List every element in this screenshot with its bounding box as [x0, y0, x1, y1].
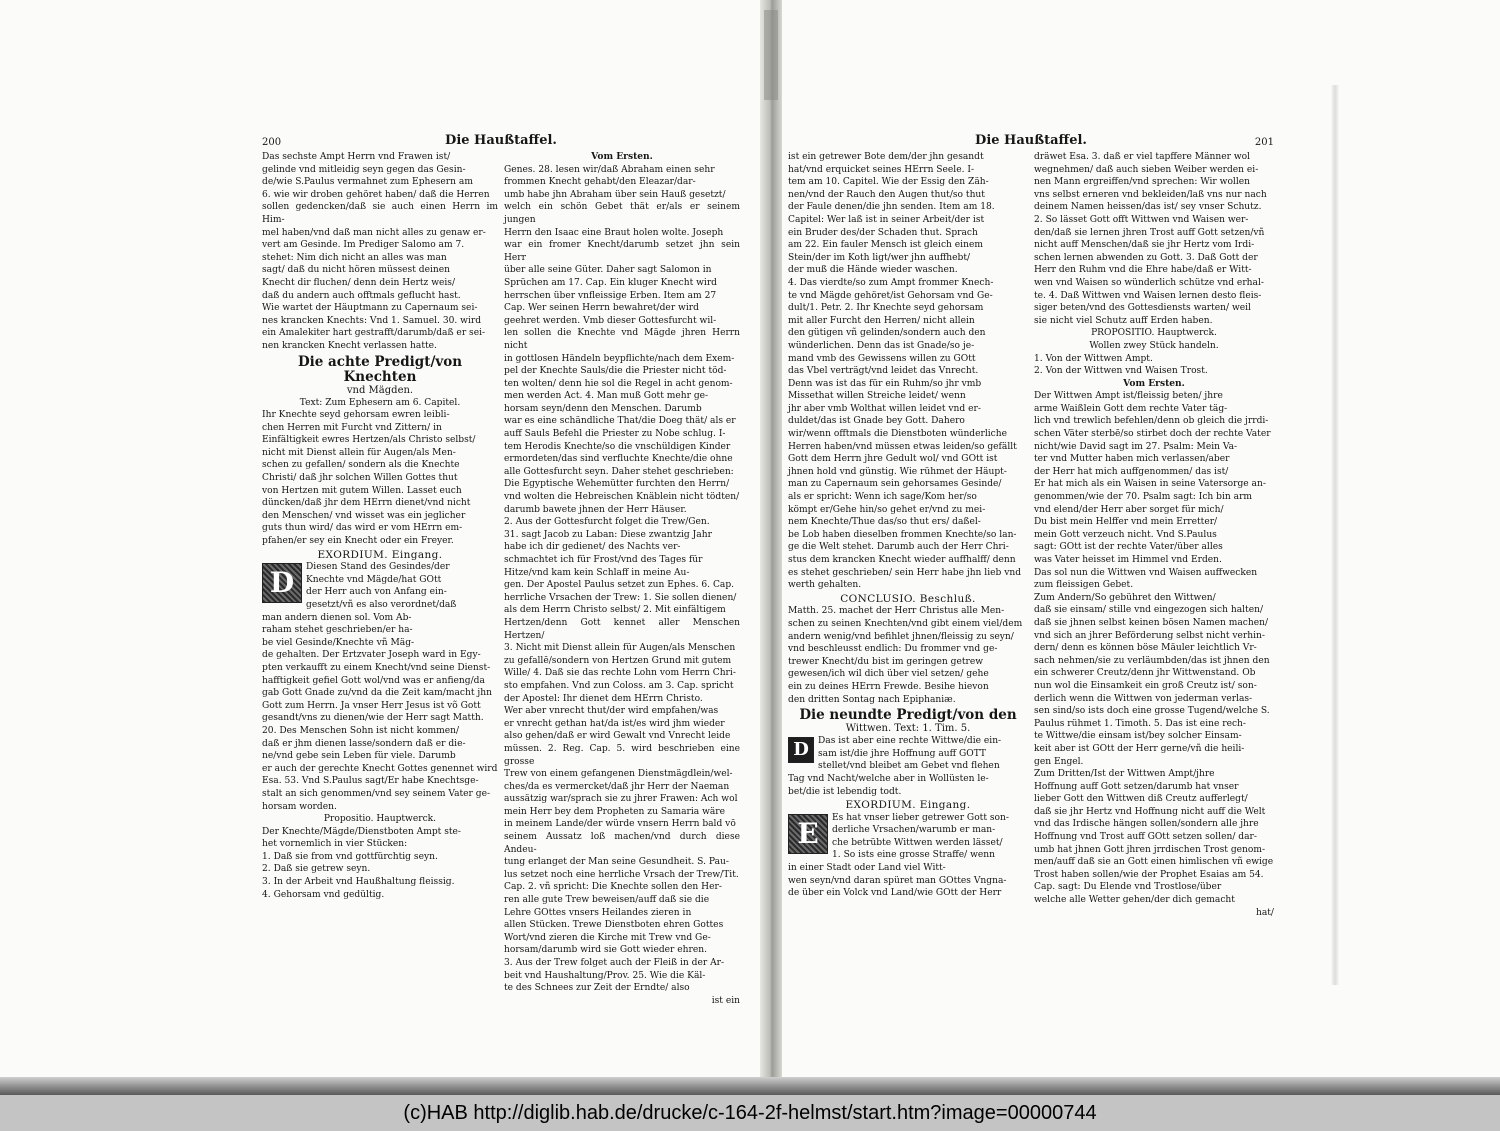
- text-line: schmachtet ich für Frost/vnd des Tages für: [504, 555, 703, 565]
- text-line: jhnen hold vnd günstig. Wie rühmet der Häupt-: [788, 466, 1007, 477]
- text-line: vert am Gesinde. Im Prediger Salomo am 7.: [262, 240, 465, 251]
- text-line: Sprüchen am 17. Cap. Ein kluger Knecht wird: [504, 277, 718, 288]
- right-propositio-intro: Wollen zwey Stück handeln.: [1089, 340, 1219, 351]
- text-line: 4. Gehorsam vnd gedültig.: [262, 889, 385, 900]
- text-line: te Wittwe/die einsam ist/bey solcher Einsam-: [1034, 731, 1242, 742]
- text-line: be Lob haben dieselben frommen Knechte/so lan-: [788, 529, 1017, 540]
- text-line: umb habe jhn Abraham über sein Hauß gesetzt/: [504, 189, 726, 200]
- text-line: schen zu gefallen/ sondern als die Knechte: [262, 460, 460, 471]
- text-line: düncken/daß jhr dem HErrn dienet/vnd nicht: [262, 498, 471, 509]
- text-line: arme Waißlein Gott dem rechte Vater täg-: [1034, 403, 1228, 414]
- left-sermon-subtitle: vnd Mägden.: [346, 384, 414, 396]
- text-line: Matth. 25. machet der Herr Christus alle Men-: [788, 606, 1005, 617]
- text-line: werth gehalten.: [788, 580, 862, 591]
- text-line: de/wie S.Paulus vermahnet zum Ephesern am: [262, 177, 473, 188]
- text-line: mel haben/vnd daß man nicht alles zu genaw er-: [262, 227, 486, 238]
- text-line: in meinem Lande/der würde vnsern Herrn bald vō: [504, 819, 736, 830]
- text-line: daß er jhm dienen lasse/sondern daß er die-: [262, 738, 466, 749]
- text-line: Cap. sagt: Du Elende vnd Trostlose/über: [1034, 882, 1222, 893]
- text-line: wir/wenn offtmals die Dienstboten wünderliche: [788, 429, 1008, 440]
- right-page: [788, 135, 1274, 919]
- text-line: mein Herr bey dem Propheten zu Samaria wäre: [504, 806, 726, 817]
- text-line: das Vbel verträgt/vnd leidet das Vnrecht.: [788, 366, 979, 377]
- text-line: Zum Andern/So gebühret den Wittwen/: [1034, 592, 1216, 603]
- text-line: geehret werden. Vmb dieser Gottesfurcht wil-: [504, 315, 717, 326]
- text-line: ein schwerer Creutz/denn jhr Wittwenstand. Ob: [1034, 668, 1256, 679]
- text-line: pten verkaufft zu einem Knecht/vnd seine Dienst-: [262, 662, 491, 673]
- text-line: wen seyn/vnd daran spüret man GOttes Vngna-: [788, 875, 1007, 886]
- text-line: 3. In der Arbeit vnd Haußhaltung fleissig.: [262, 877, 455, 888]
- text-line: Der Wittwen Ampt ist/fleissig beten/ jhre: [1034, 391, 1223, 402]
- text-line: Gott dem Herrn jhre Gedult wol/ vnd GOtt ist: [788, 454, 998, 465]
- text-line: het vornemlich in vier Stücken:: [262, 839, 408, 850]
- left-running-title: Die Haußtaffel.: [445, 133, 557, 148]
- left-col1-paragraph: [262, 151, 498, 353]
- text-line: Wer aber vnrecht thut/der wird empfahen/was: [504, 706, 719, 717]
- text-line: guts thun wird/ das wird er vom HErrn em-: [262, 523, 463, 534]
- text-line: als er spricht: Wenn ich sage/Kom her/so: [788, 492, 977, 503]
- text-line: nen Mann ergreiffen/vnd sprechen: Wir wollen: [1034, 177, 1250, 188]
- text-line: tem am 10. Capitel. Wie der Essig den Zäh-: [788, 177, 989, 188]
- text-line: nun wol die Einsamkeit ein groß Creutz ist/ son-: [1034, 680, 1257, 691]
- left-col2-heading: Vom Ersten.: [591, 151, 653, 162]
- text-line: lus setzet noch eine herrliche Vrsach der Trew/Tit.: [504, 869, 739, 880]
- text-line: schen Väter sterbē/so stirbet doch der rechte Vater: [1034, 429, 1271, 440]
- text-line: Knechte vnd Mägde/hat GOtt: [306, 574, 442, 585]
- text-line: es stehet geschrieben/ sein Herr habe jhn lieb vnd: [788, 567, 1022, 578]
- text-line: ter vnd Mutter haben mich verlassen/aber: [1034, 454, 1230, 465]
- text-line: als dem Herrn Christo selbst/ 2. Mit einfältigem: [504, 605, 726, 616]
- text-line: nen/vnd der Rauch den Augen thut/so thut: [788, 189, 985, 200]
- right-running-title: Die Haußtaffel.: [975, 133, 1087, 148]
- text-line: Gott zum Herrn. Ja vnser Herr Jesus ist võ Gott: [262, 700, 481, 711]
- text-line: der muß die Hände wieder waschen.: [788, 265, 958, 276]
- right-sermon-text: [788, 735, 1028, 798]
- text-line: mein Gott verzeuch nicht. Vnd S.Paulus: [1034, 529, 1217, 540]
- right-exordium-text: [788, 812, 1028, 900]
- text-line: den Menschen/ vnd wisset was ein jeglicher: [262, 510, 466, 521]
- left-propositio-heading: Propositio. Hauptwerck.: [323, 814, 437, 825]
- text-line: stehet: Nim dich nicht an alles was man: [262, 252, 447, 263]
- text-line: Christi/ daß jhr solchen Willen Gottes thut: [262, 473, 458, 484]
- text-line: Denn was ist das für ein Ruhm/so jhr vmb: [788, 378, 982, 389]
- text-line: Knecht dir fluchen/ denn dein Hertz weis/: [262, 277, 456, 288]
- text-line: sam ist/die jhre Hoffnung auff GOTT: [818, 748, 986, 759]
- text-line: gewesen/ich wil dich über viel setzen/ gehe: [788, 669, 989, 680]
- text-line: 1. So ists eine grosse Straffe/ wenn: [832, 850, 995, 861]
- left-propositio-intro: [262, 826, 498, 851]
- text-line: was Vater heisset im Himmel vnd Erden.: [1034, 555, 1222, 565]
- text-line: raham stehet geschrieben/er ha-: [262, 625, 413, 636]
- text-line: vnd sich an jhrer Beförderung selbst nicht verhin-: [1034, 630, 1265, 641]
- text-line: schen lernen abwenden zu Gott. 3. Daß Gott der: [1034, 252, 1258, 263]
- text-line: tem Herodis Knechte/so die vnschüldigen Kinder: [504, 441, 731, 452]
- text-line: aussätzig war/sprach sie zu jhrer Frawen: Ach wol: [504, 794, 738, 805]
- left-page-column-2: [504, 151, 740, 1007]
- text-line: am 22. Ein fauler Mensch ist gleich einem: [788, 240, 983, 251]
- text-line: Missethat willen Streiche leidet/ wenn: [788, 391, 966, 402]
- text-line: sach nehmen/sie zu verläumbden/das ist jhnen den: [1034, 655, 1270, 666]
- text-line: darumb bawete jhnen der Herr Häuser.: [504, 504, 687, 515]
- text-line: ein Bruder des/der Schaden thut. Sprach: [788, 227, 978, 238]
- text-line: der Herr hat mich auffgenommen/ das ist/: [1034, 466, 1229, 477]
- text-line: sto empfahen. Vnd zun Coloss. am 3. Cap. spricht: [504, 680, 734, 691]
- text-line: man zu Capernaum sein gehorsames Gesinde/: [788, 479, 1002, 490]
- ornamental-initial-e: E: [788, 814, 828, 854]
- text-line: nen krancken Knecht verlassen hatte.: [262, 340, 437, 351]
- left-sermon-title: Die achte Predigt/von Knechten: [297, 353, 463, 385]
- right-col2-heading: Vom Ersten.: [1123, 377, 1185, 389]
- text-line: men/auff daß sie an Gott einen himlischen vñ ewige: [1034, 857, 1274, 868]
- text-line: stus dem krancken Knecht wieder auffhalff/ denn: [788, 555, 1016, 565]
- text-line: ermordeten/das sind verfluchte Knechte/die ohne: [504, 454, 733, 465]
- text-line: Herr den Ruhm vnd die Ehre habe/daß er Witt-: [1034, 265, 1252, 276]
- text-line: vnd das Irdische hängen sollen/sondern alle jhre: [1034, 819, 1259, 830]
- text-line: te des Schnees zur Zeit der Erndte/ also: [504, 983, 690, 994]
- text-line: den gütigen vñ gelinden/sondern auch den: [788, 328, 986, 339]
- text-line: zu gefallē/sondern von Hertzen Grund mit gutem: [504, 655, 732, 666]
- text-line: Wille/ 4. Daß sie das rechte Lohn vom Herrn Chri-: [504, 668, 736, 679]
- text-line: allen Stücken. Trewe Dienstboten ehren Gottes: [504, 920, 724, 931]
- book-binding-gutter: [760, 0, 782, 1095]
- text-line: 1. Daß sie from vnd gottfürchtig seyn.: [262, 851, 438, 862]
- text-line: welch ein schön Gebet thät er/als er seinem jungen: [504, 202, 740, 225]
- text-line: derlich wenn die Wittwen von jederman verlas-: [1034, 693, 1253, 704]
- text-line: stellet/vnd bleibet am Gebet vnd flehen: [818, 761, 1000, 772]
- right-col2-text: [1034, 151, 1274, 327]
- text-line: beit vnd Haushaltung/Prov. 25. Wie die Käl-: [504, 970, 706, 981]
- text-line: hafftigkeit gefiel Gott wol/vnd was er anfieng/da: [262, 675, 485, 686]
- text-line: zum fleissigen Gebet.: [1034, 580, 1134, 591]
- text-line: Esa. 53. Vnd S.Paulus sagt/Er habe Knechtsge-: [262, 776, 479, 787]
- text-line: Hoffnung vnd Trost auff GOtt setzen sollen/ dar-: [1034, 832, 1257, 843]
- text-line: gesetzt/vñ es also verordnet/daß: [306, 600, 457, 610]
- text-line: sagt: GOtt ist der rechte Vater/über alles: [1034, 542, 1223, 553]
- text-line: jhr aber vmb Wolthat willen leidet vnd er-: [788, 403, 981, 414]
- text-line: Cap. Wer seinen Herrn bewahret/der wird: [504, 303, 699, 314]
- text-line: genommen/wie der 70. Psalm sagt: Ich bin arm: [1034, 492, 1253, 503]
- scan-bottom-edge: [0, 1077, 1500, 1095]
- text-line: wegnehmen/ daß auch sieben Weiber werden ei-: [1034, 164, 1259, 175]
- right-page-column-1: [788, 151, 1028, 919]
- right-points-list: [1034, 353, 1274, 378]
- text-line: dern/ denn es können böse Mäuler leichtlich Vr-: [1034, 643, 1257, 654]
- text-line: stalt an sich genommen/vnd sey seinem Vater ge-: [262, 788, 491, 799]
- text-line: 3. Nicht mit Dienst allein für Augen/als Menschen: [504, 643, 736, 654]
- text-line: Das sechste Ampt Herrn vnd Frawen ist/: [262, 152, 451, 162]
- text-line: den/daß sie lernen jhren Trost auff Gott setzen/vñ: [1034, 227, 1265, 238]
- text-line: horsam/darumb wird sie Gott wieder ehren.: [504, 945, 708, 956]
- left-page: [262, 135, 740, 1007]
- left-points-list: [262, 851, 498, 901]
- text-line: 2. Von der Wittwen vnd Waisen Trost.: [1034, 366, 1208, 377]
- text-line: nem Knechte/Thue das/so thut ers/ daßel-: [788, 517, 981, 528]
- text-line: Capitel: Wer laß ist in seiner Arbeit/der ist: [788, 214, 985, 225]
- text-line: bet/die ist lebendig todt.: [788, 786, 902, 797]
- text-line: len sollen die Knechte vnd Mägde jhren Herrn nicht: [504, 328, 740, 351]
- text-line: also gehen/daß er wird Gewalt vnd Vnrecht leide: [504, 731, 731, 742]
- text-line: Ihr Knechte seyd gehorsam ewren leibli-: [262, 410, 450, 421]
- text-line: andern wenig/vnd befihlet jhnen/fleissig zu seyn/: [788, 631, 1014, 642]
- ornamental-initial-d-small: D: [788, 737, 814, 763]
- text-line: Wort/vnd zieren die Kirche mit Trew vnd Ge-: [504, 932, 711, 943]
- text-line: ches/da es vermercket/daß jhr Herr der Naeman: [504, 781, 730, 792]
- left-page-number: 200: [262, 137, 282, 148]
- text-line: pfahen/er sey ein Knecht oder ein Freyer.: [262, 536, 454, 547]
- text-line: deinem Namen heissen/das ist/ sey vnser Schutz.: [1034, 202, 1262, 213]
- text-line: sie nicht viel Schutz auff Erden haben.: [1034, 315, 1213, 326]
- text-line: mit aller Furcht den Herren/ nicht allein: [788, 315, 975, 326]
- text-line: Stein/der im Koth ligt/wer jhn auffhebt/: [788, 252, 971, 263]
- text-line: lich vnd trewlich befehlen/denn ob gleich die jrrdi-: [1034, 416, 1269, 427]
- text-line: der Apostel: Ihr dienet dem HErrn Christo.: [504, 693, 703, 704]
- source-credit-text: (c)HAB http://diglib.hab.de/drucke/c-164-2f-helmst/start.htm?image=00000744: [403, 1102, 1097, 1124]
- text-line: gab Gott Gnade zu/vnd da die Zeit kam/macht jhn: [262, 688, 492, 699]
- left-running-head: [262, 135, 740, 151]
- text-line: dräwet Esa. 3. daß er viel tapffere Männer wol: [1034, 152, 1251, 162]
- text-line: Die Egyptische Wehemütter furchten den Herrn/: [504, 479, 730, 490]
- text-line: von Hertzen mit gutem Willen. Lasset euch: [262, 485, 462, 496]
- right-propositio-heading: PROPOSITIO. Hauptwerck.: [1091, 328, 1217, 339]
- text-line: herrschen über vnfleissige Erben. Item am 27: [504, 290, 717, 301]
- text-line: ein Amalekiter hart gestrafft/darumb/daß er sei-: [262, 328, 486, 339]
- text-line: ne/vnd gebe sein Leben für viele. Darumb: [262, 751, 456, 762]
- text-line: herrliche Vrsachen der Trew: 1. Sie sollen dienen/: [504, 592, 737, 603]
- text-line: ein zu deines HErrn Frewde. Besihe hievon: [788, 681, 989, 692]
- text-line: trewer Knecht/du bist im geringen getrew: [788, 656, 984, 667]
- text-line: Trost haben sollen/wie der Prophet Esaias am 54.: [1034, 869, 1264, 880]
- text-line: sen sind/so ists doch eine grosse Tugend/welche S.: [1034, 706, 1270, 717]
- text-line: in einer Stadt oder Land viel Witt-: [788, 863, 946, 874]
- text-line: Es hat vnser lieber getrewer Gott son-: [832, 812, 1009, 823]
- text-line: Lehre GOttes vnsers Heilandes zieren in: [504, 907, 692, 918]
- ornamental-initial-d: D: [262, 563, 302, 603]
- text-line: den dritten Sontag nach Epiphaniæ.: [788, 694, 956, 705]
- text-line: ist ein getrewer Bote dem/der jhn gesandt: [788, 152, 984, 162]
- text-line: gen. Der Apostel Paulus setzet zun Ephes. 6. Cap.: [504, 580, 735, 591]
- left-catchword: ist ein: [711, 995, 740, 1006]
- binding-shadow: [764, 10, 778, 100]
- text-line: wen vnd Waisen so wünderlich schütze vnd erhal-: [1034, 277, 1264, 288]
- text-line: 20. Des Menschen Sohn ist nicht kommen/: [262, 725, 460, 736]
- text-line: 4. Das vierdte/so zum Ampt frommer Knech-: [788, 277, 994, 288]
- text-line: Genes. 28. lesen wir/daß Abraham einen sehr: [504, 164, 715, 175]
- right-conclusio-heading: CONCLUSIO. Beschluß.: [840, 592, 976, 605]
- text-line: Cap. 2. vñ spricht: Die Knechte sollen den Her-: [504, 882, 722, 893]
- text-line: siger beten/vnd des Gottesdiensts warten/ weil: [1034, 303, 1251, 314]
- text-line: daß sie einsam/ stille vnd eingezogen sich halten/: [1034, 605, 1264, 616]
- text-line: Hitze/vnd kam kein Schlaff in meine Au-: [504, 567, 690, 578]
- text-line: Diesen Stand des Gesindes/der: [306, 562, 450, 573]
- left-body-text: [262, 409, 498, 548]
- text-line: men werden Act. 4. Man muß Gott mehr ge-: [504, 391, 709, 402]
- text-line: Trew von einem gefangenen Dienstmägdlein/wel-: [504, 769, 733, 780]
- text-line: chen Herren mit Furcht vnd Zittern/ in: [262, 422, 442, 433]
- right-sermon-lines: [788, 735, 1028, 798]
- text-line: gelinde vnd mitleidig seyn gegen das Gesin-: [262, 164, 466, 175]
- text-line: vnd beschleusst endlich: Du frommer vnd ge-: [788, 644, 998, 655]
- text-line: war ein fromer Knecht/darumb setzet jhn sein Herr: [504, 240, 740, 263]
- text-line: vns selbst erneren vnd bekleiden/laß vns nur nach: [1034, 189, 1267, 200]
- text-line: horsam worden.: [262, 801, 337, 812]
- text-line: schen zu seinen Knechten/vnd gibt einem viel/dem: [788, 618, 1023, 629]
- text-line: Herren haben/vnd müssen etwas leiden/so gefällt: [788, 441, 1017, 452]
- text-line: umb hat jhnen Gott jhren jrrdischen Trost genom-: [1034, 844, 1266, 855]
- text-line: lieber Gott den Wittwen diß Creutz aufferlegt/: [1034, 794, 1248, 805]
- right-col2-rest: [1034, 390, 1274, 906]
- text-line: Er hat mich als ein Waisen in seine Vatersorge an-: [1034, 479, 1266, 490]
- text-line: in gottlosen Händeln beypflichte/nach dem Exem-: [504, 353, 735, 364]
- text-line: Herrn den Isaac eine Braut holen wolte. Joseph: [504, 227, 724, 238]
- text-line: welche alle Wetter gehen/der dich gemacht: [1034, 895, 1235, 906]
- text-line: Einfältigkeit ewres Hertzen/als Christo selbst/: [262, 435, 476, 446]
- right-page-column-2: [1034, 151, 1274, 919]
- text-line: gen Engel.: [1034, 756, 1084, 767]
- text-line: nicht/wie David sagt im 27. Psalm: Mein Va-: [1034, 441, 1238, 452]
- text-line: 2. Aus der Gottesfurcht folget die Trew/Gen.: [504, 517, 710, 528]
- text-line: über alle seine Güter. Daher sagt Salomon in: [504, 265, 712, 276]
- source-credit-footer: [0, 1095, 1500, 1131]
- text-line: 6. wie wir droben gehöret haben/ daß die Herren: [262, 189, 490, 200]
- text-line: Hertzen/denn Gott kennet aller Menschen Hertzen/: [504, 617, 740, 641]
- text-line: hat/vnd erquicket seines HErrn Seele. I-: [788, 164, 975, 175]
- text-line: alle Gottesfurcht seyn. Daher stehet geschrieben:: [504, 466, 734, 477]
- text-line: Paulus rühmet 1. Timoth. 5. Das ist eine rech-: [1034, 718, 1246, 729]
- text-line: vnd elend/der Herr aber sorget für mich/: [1034, 504, 1224, 515]
- text-line: ren alle gute Trew beweisen/auff daß sie die: [504, 895, 710, 906]
- text-line: er vnrecht gethan hat/da ist/es wird jhm wieder: [504, 718, 725, 729]
- text-line: 2. So lässet Gott offt Wittwen vnd Waisen wer-: [1034, 214, 1249, 225]
- text-line: müssen. 2. Reg. Cap. 5. wird beschrieben eine grosse: [504, 743, 740, 767]
- text-line: horsam seyn/denn den Menschen. Darumb: [504, 403, 702, 414]
- page-edge-shadow: [1330, 85, 1340, 985]
- text-line: war es eine schändliche That/die Doeg thät/ als er: [504, 416, 736, 427]
- text-line: nicht mit Dienst allein für Augen/als Men-: [262, 447, 456, 458]
- text-line: Hoffnung auff Gott setzen/darumb hat vnser: [1034, 781, 1239, 792]
- text-line: frommen Knecht gehabt/den Eleazar/dar-: [504, 177, 696, 188]
- left-text-reference: Text: Zum Ephesern am 6. Capitel.: [299, 397, 461, 408]
- right-catchword: hat/: [1256, 907, 1274, 918]
- text-line: 1. Von der Wittwen Ampt.: [1034, 353, 1153, 364]
- text-line: der Faule denen/die jhn senden. Item am 18.: [788, 202, 995, 213]
- text-line: kömpt er/Gehe hin/so gehet er/vnd zu mei-: [788, 504, 986, 515]
- text-line: ten wolten/ denn hie sol die Regel in acht genom-: [504, 378, 733, 389]
- text-line: Zum Dritten/Ist der Wittwen Ampt/jhre: [1034, 769, 1215, 780]
- left-exordium-text: [262, 561, 498, 813]
- text-line: er auch der gerechte Knecht Gottes genennet wird: [262, 763, 498, 774]
- text-line: dult/1. Petr. 2. Ihr Knechte seyd gehorsam: [788, 303, 984, 314]
- text-line: de über ein Volck vnd Land/wie GOtt der Herr: [788, 888, 1002, 899]
- text-line: 2. Daß sie getrew seyn.: [262, 864, 371, 875]
- text-line: duldet/das ist Gnade bey Gott. Dahero: [788, 416, 965, 427]
- text-line: vnd wolten die Hebreischen Knäblein nicht tödten/: [504, 492, 740, 503]
- text-line: Wie wartet der Häuptmann zu Capernaum sei-: [262, 303, 478, 314]
- text-line: Tag vnd Nacht/welche aber in Wollüsten le-: [788, 773, 989, 784]
- left-page-column-1: [262, 151, 498, 1007]
- text-line: 3. Aus der Trew folget auch der Fleiß in der Ar-: [504, 958, 725, 968]
- right-sermon-title: Die neundte Predigt/von den: [799, 707, 1017, 724]
- text-line: daß du andern auch offtmals geflucht hast.: [262, 290, 461, 301]
- text-line: sagt/ daß du nicht hören müssest deinen: [262, 265, 450, 276]
- text-line: te. 4. Daß Wittwen vnd Waisen lernen desto fleis-: [1034, 290, 1262, 301]
- left-exordium-heading: EXORDIUM. Eingang.: [317, 548, 443, 561]
- text-line: auff Sauls Befehl die Priester zu Nobe schlug. I-: [504, 429, 726, 440]
- text-line: habe ich dir gedienet/ des Nachts ver-: [504, 542, 681, 553]
- text-line: tung erlanget der Man seine Gesundheit. S. Pau-: [504, 857, 729, 868]
- text-line: ge die Welt stehet. Darumb auch der Herr Chri-: [788, 542, 1009, 553]
- text-line: daß sie jhnen selbst keinen bösen Namen machen/: [1034, 617, 1269, 628]
- right-exordium-heading: EXORDIUM. Eingang.: [845, 799, 971, 812]
- text-line: sollen gedencken/daß sie auch einen Herrn im Him-: [262, 202, 498, 225]
- text-line: der Herr auch von Anfang ein-: [306, 587, 447, 598]
- text-line: Der Knechte/Mägde/Dienstboten Ampt ste-: [262, 826, 461, 837]
- text-line: mand vmb des Gewissens willen zu GOtt: [788, 353, 976, 364]
- text-line: be viel Gesinde/Knechte vñ Mäg-: [262, 637, 415, 648]
- text-line: nes krancken Knechts: Vnd 1. Samuel. 30. wird: [262, 315, 482, 326]
- text-line: man andern dienen sol. Vom Ab-: [262, 612, 412, 623]
- text-line: gesandt/vns zu dienen/wie der Herr sagt Matth.: [262, 713, 484, 724]
- text-line: Du bist mein Helffer vnd mein Erretter/: [1034, 517, 1218, 528]
- text-line: derliche Vrsachen/warumb er man-: [832, 825, 996, 836]
- right-conclusio-text: [788, 605, 1028, 706]
- text-line: daß sie jhr Hertz vnd Hoffnung nicht auff die Welt: [1034, 806, 1266, 817]
- text-line: wünderlichen. Denn das ist Gnade/so je-: [788, 340, 975, 351]
- text-line: 31. sagt Jacob zu Laban: Diese zwantzig Jahr: [504, 529, 712, 540]
- right-col1-text: [788, 151, 1028, 592]
- right-page-number: 201: [1254, 137, 1274, 148]
- text-line: de gehalten. Der Ertzvater Joseph ward in Egy-: [262, 650, 481, 661]
- text-line: Das sol nun die Wittwen vnd Waisen auffwecken: [1034, 567, 1258, 578]
- text-line: seinem Aussatz loß machen/vnd durch diese Andeu-: [504, 832, 740, 855]
- text-line: keit aber ist GOtt der Herr gerne/vñ die heili-: [1034, 743, 1245, 754]
- text-line: nicht auff Menschen/daß sie jhr Hertz vom Irdi-: [1034, 240, 1255, 251]
- left-col2-text: [504, 164, 740, 995]
- right-running-head: [788, 135, 1274, 151]
- text-line: te vnd Mägde gehöret/ist Gehorsam vnd Ge-: [788, 290, 993, 301]
- text-line: Das ist aber eine rechte Wittwe/die ein-: [818, 736, 1002, 747]
- right-sermon-subtitle: Wittwen. Text: 1. Tim. 5.: [845, 723, 971, 735]
- text-line: che betrübte Wittwen werden lässet/: [832, 837, 1003, 848]
- text-line: pel der Knechte Sauls/die die Priester nicht töd-: [504, 366, 727, 377]
